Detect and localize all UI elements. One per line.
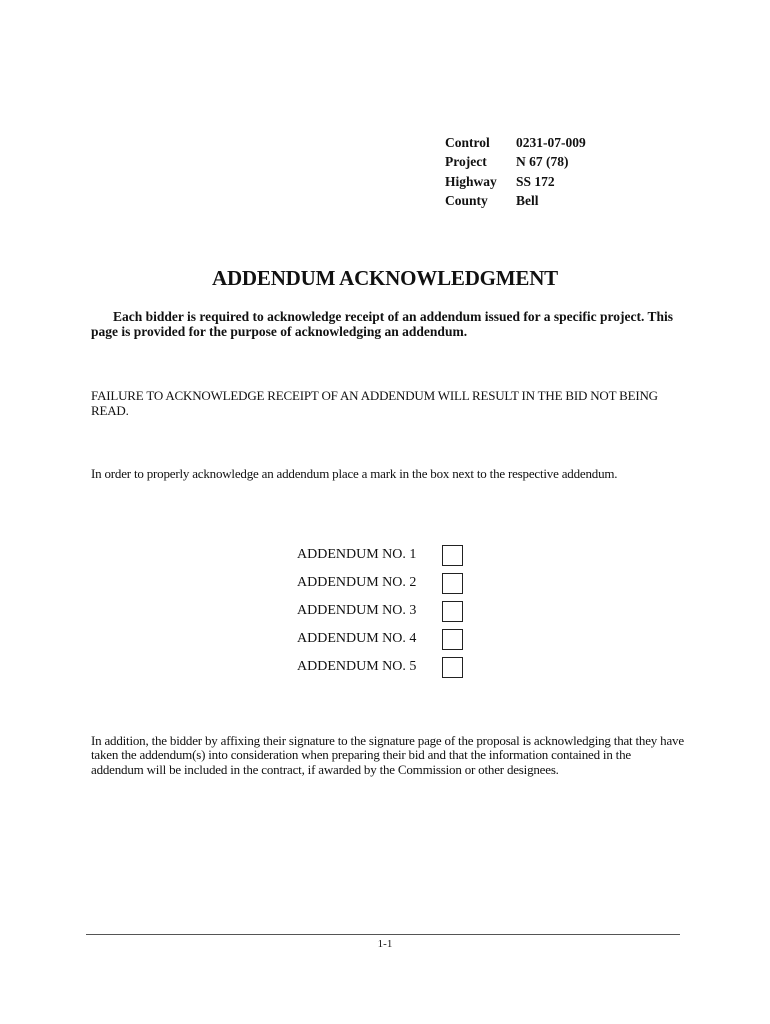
closing-paragraph: In addition, the bidder by affixing their signature to the signature page of the proposal is acknowledging that they have taken the addendum(s) into consideration when preparing their bid and that the information contained in the addendum will be included in the contract, if awarded by the Commission or other designees.: [91, 733, 684, 777]
footer-divider: [86, 934, 680, 935]
addendum-row-2: [297, 569, 463, 597]
county-value: Bell: [516, 192, 539, 208]
page-title: ADDENDUM ACKNOWLEDGMENT: [212, 266, 558, 290]
addendum-1-label: ADDENDUM NO. 1: [297, 547, 417, 562]
addendum-row-3: [297, 597, 463, 625]
project-info-row-county: [445, 191, 586, 210]
addendum-5-label: ADDENDUM NO. 5: [297, 659, 417, 674]
addendum-5-checkbox[interactable]: [442, 657, 463, 678]
addendum-row-5: [297, 653, 463, 681]
addendum-1-checkbox[interactable]: [442, 545, 463, 566]
highway-label: Highway: [445, 173, 497, 189]
highway-value: SS 172: [516, 173, 555, 189]
project-info-row-control: [445, 133, 586, 152]
project-value: N 67 (78): [516, 154, 569, 170]
project-info-row-highway: [445, 172, 586, 191]
addendum-checklist: [297, 541, 463, 681]
project-info-block: [445, 133, 586, 210]
page-number: 1-1: [377, 938, 393, 950]
addendum-row-1: [297, 541, 463, 569]
addendum-4-checkbox[interactable]: [442, 629, 463, 650]
control-label: Control: [445, 135, 490, 150]
addendum-3-label: ADDENDUM NO. 3: [297, 603, 417, 618]
addendum-4-label: ADDENDUM NO. 4: [297, 631, 417, 646]
addendum-3-checkbox[interactable]: [442, 601, 463, 622]
warning-paragraph: FAILURE TO ACKNOWLEDGE RECEIPT OF AN ADDENDUM WILL RESULT IN THE BID NOT BEING READ.: [91, 388, 658, 418]
addendum-2-label: ADDENDUM NO. 2: [297, 575, 417, 590]
project-label: Project: [445, 154, 487, 170]
control-value: 0231-07-009: [516, 135, 586, 150]
addendum-row-4: [297, 625, 463, 653]
county-label: County: [445, 192, 488, 208]
addendum-2-checkbox[interactable]: [442, 573, 463, 594]
intro-paragraph: Each bidder is required to acknowledge receipt of an addendum issued for a specific project. This page is provided for the purpose of acknowledging an addendum.: [91, 309, 674, 339]
project-info-row-project: [445, 152, 586, 171]
instruction-paragraph: In order to properly acknowledge an addendum place a mark in the box next to the respective addendum.: [91, 466, 618, 481]
